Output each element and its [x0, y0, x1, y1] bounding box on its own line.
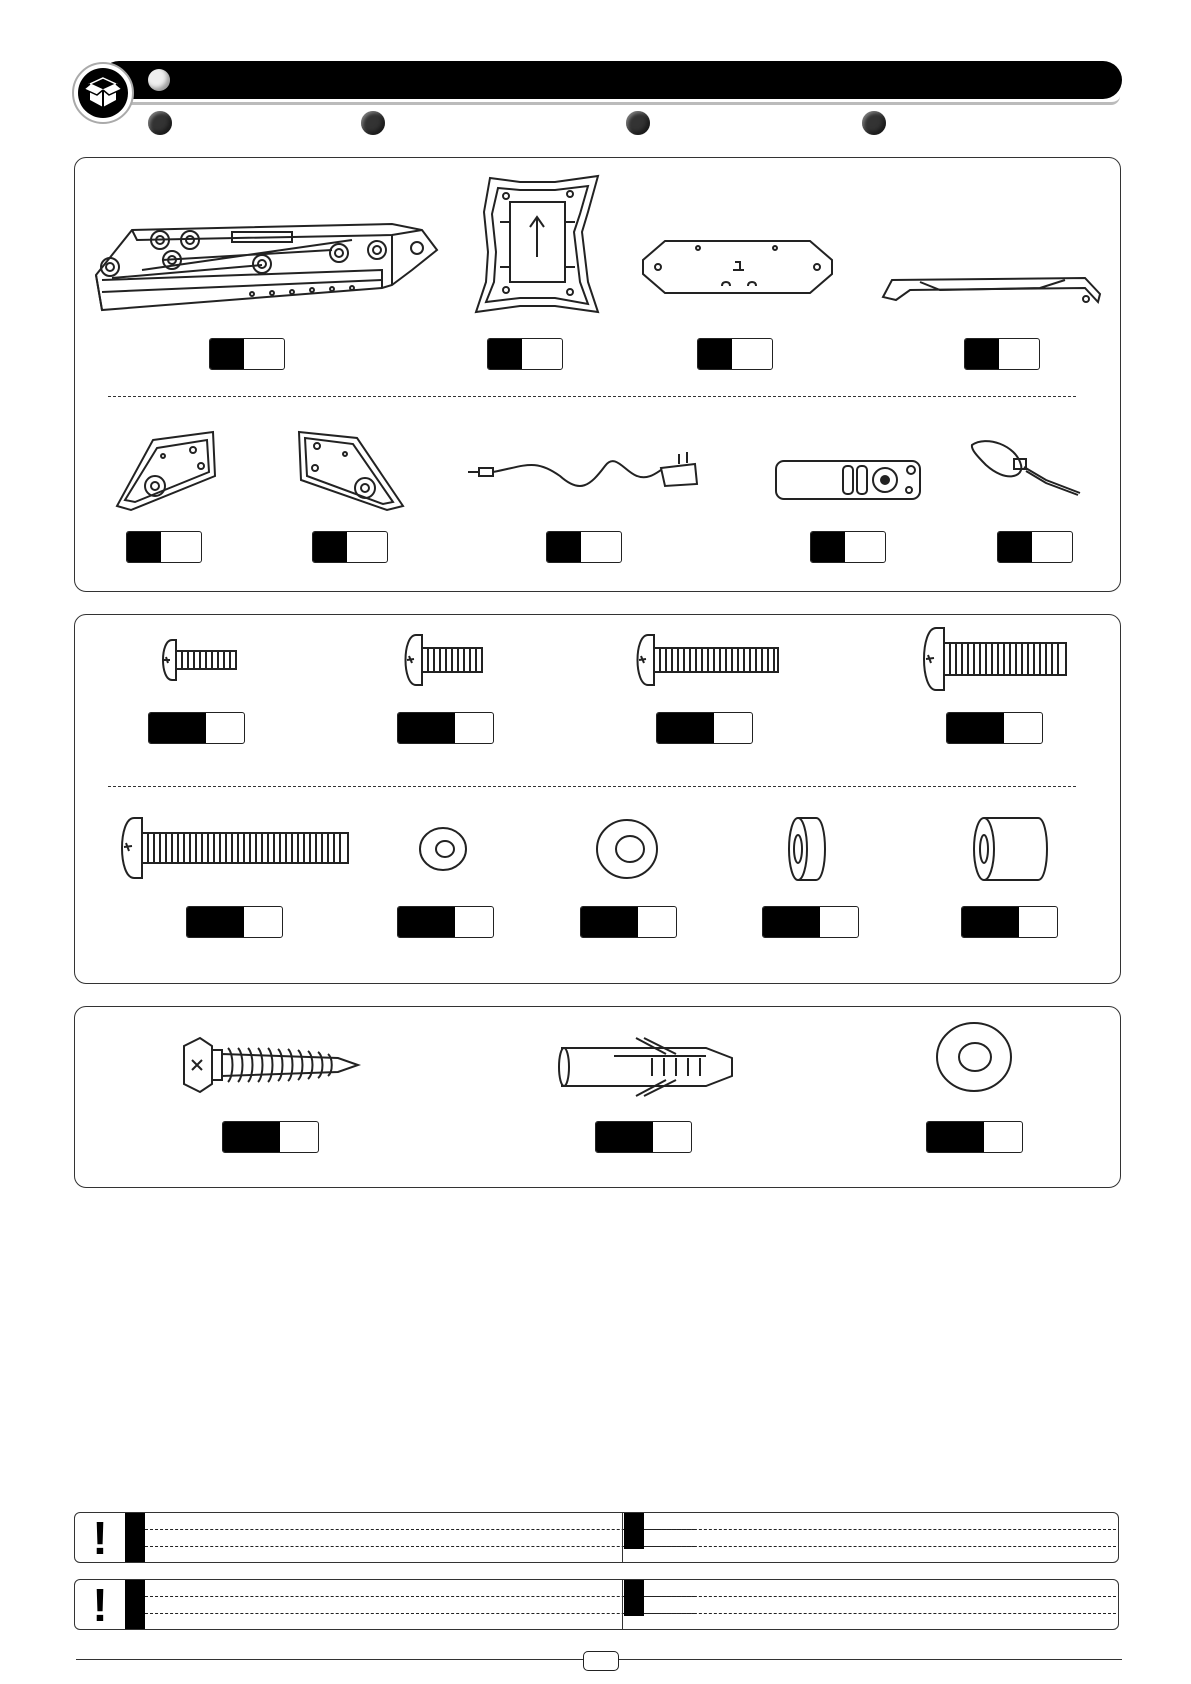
label-qty	[653, 1122, 691, 1152]
label-qty	[455, 713, 493, 743]
note-line	[644, 1613, 1116, 1614]
label-qty	[1019, 907, 1057, 937]
subtab-dot-2	[361, 111, 385, 135]
label-qty	[1032, 532, 1072, 562]
part-label	[397, 712, 494, 744]
note-line	[145, 1613, 695, 1614]
label-qty	[455, 907, 493, 937]
label-key	[998, 532, 1032, 562]
label-qty	[820, 907, 858, 937]
label-key	[947, 713, 1004, 743]
label-qty	[347, 532, 387, 562]
remote-control-icon	[773, 458, 923, 503]
washer-small-icon	[417, 825, 469, 873]
part-label	[656, 712, 753, 744]
part-label	[580, 906, 677, 938]
label-key	[698, 339, 732, 369]
part-label	[487, 338, 563, 370]
label-key	[210, 339, 244, 369]
part-label	[209, 338, 285, 370]
warning-note	[74, 1512, 1119, 1563]
label-key	[811, 532, 845, 562]
note-line	[145, 1529, 695, 1530]
lag-bolt-icon	[178, 1034, 362, 1096]
spacer-short-icon	[786, 815, 830, 883]
part-label	[546, 531, 622, 563]
box-icon	[72, 62, 134, 124]
label-key	[965, 339, 999, 369]
label-qty	[999, 339, 1039, 369]
row-divider	[108, 396, 1076, 397]
label-qty	[206, 713, 244, 743]
note-divider	[622, 1580, 623, 1629]
part-label	[595, 1121, 692, 1153]
header-dot-white	[148, 69, 170, 91]
note-line	[644, 1546, 1116, 1547]
label-key	[596, 1122, 653, 1152]
note-line	[145, 1596, 695, 1597]
screw-m4-short-icon	[158, 637, 240, 683]
screw-m8-long-icon	[116, 815, 352, 881]
corner-bracket-left-icon	[113, 428, 218, 513]
label-qty	[984, 1122, 1022, 1152]
part-label	[222, 1121, 319, 1153]
page-number	[583, 1651, 619, 1671]
part-label	[926, 1121, 1023, 1153]
warning-exclamation-icon: !	[92, 1578, 108, 1631]
spacer-long-icon	[970, 815, 1052, 883]
label-key	[488, 339, 522, 369]
screw-m6-long-icon	[632, 632, 782, 688]
label-key	[127, 532, 161, 562]
cable-tie-icon	[966, 435, 1086, 500]
row-divider	[108, 786, 1076, 787]
warning-note	[74, 1579, 1119, 1630]
screw-m8-icon	[918, 625, 1070, 693]
label-qty	[244, 907, 282, 937]
warning-exclamation-icon: !	[92, 1511, 108, 1564]
cover-bracket-icon	[880, 272, 1105, 307]
label-key	[149, 713, 206, 743]
label-qty	[1004, 713, 1042, 743]
note-divider	[622, 1513, 623, 1562]
washer-large-icon	[594, 817, 660, 881]
screw-m5-short-icon	[400, 632, 486, 688]
label-key	[581, 907, 638, 937]
label-key	[398, 907, 455, 937]
subtab-dot-4	[862, 111, 886, 135]
note-bar-left	[125, 1580, 145, 1629]
header-bar-shadow	[120, 96, 1120, 105]
note-line	[644, 1596, 1116, 1597]
label-qty	[581, 532, 621, 562]
label-qty	[161, 532, 201, 562]
note-bar-right	[624, 1513, 644, 1549]
label-qty	[638, 907, 676, 937]
part-label	[964, 338, 1040, 370]
label-key	[927, 1122, 984, 1152]
part-label	[946, 712, 1043, 744]
lag-washer-icon	[934, 1020, 1014, 1094]
label-key	[313, 532, 347, 562]
wall-anchor-icon	[556, 1034, 738, 1100]
header-bar	[100, 61, 1122, 99]
label-key	[398, 713, 455, 743]
part-label	[186, 906, 283, 938]
part-label	[148, 712, 245, 744]
note-line	[644, 1529, 1116, 1530]
wall-plate-icon	[640, 238, 835, 296]
part-label	[697, 338, 773, 370]
note-bar-left	[125, 1513, 145, 1562]
label-qty	[714, 713, 752, 743]
label-key	[187, 907, 244, 937]
power-adapter-icon	[465, 446, 700, 496]
part-label	[126, 531, 202, 563]
part-label	[762, 906, 859, 938]
vesa-plate-icon	[470, 172, 605, 317]
part-label	[312, 531, 388, 563]
label-key	[657, 713, 714, 743]
subtab-dot-3	[626, 111, 650, 135]
label-qty	[280, 1122, 318, 1152]
label-qty	[244, 339, 284, 369]
label-key	[962, 907, 1019, 937]
corner-bracket-right-icon	[295, 428, 407, 513]
label-qty	[732, 339, 772, 369]
label-key	[763, 907, 820, 937]
part-label	[961, 906, 1058, 938]
subtab-dot-1	[148, 111, 172, 135]
note-line	[145, 1546, 695, 1547]
label-qty	[845, 532, 885, 562]
motor-arm-assembly-icon	[92, 210, 442, 315]
part-label	[397, 906, 494, 938]
label-key	[223, 1122, 280, 1152]
label-key	[547, 532, 581, 562]
part-label	[997, 531, 1073, 563]
label-qty	[522, 339, 562, 369]
note-bar-right	[624, 1580, 644, 1616]
part-label	[810, 531, 886, 563]
